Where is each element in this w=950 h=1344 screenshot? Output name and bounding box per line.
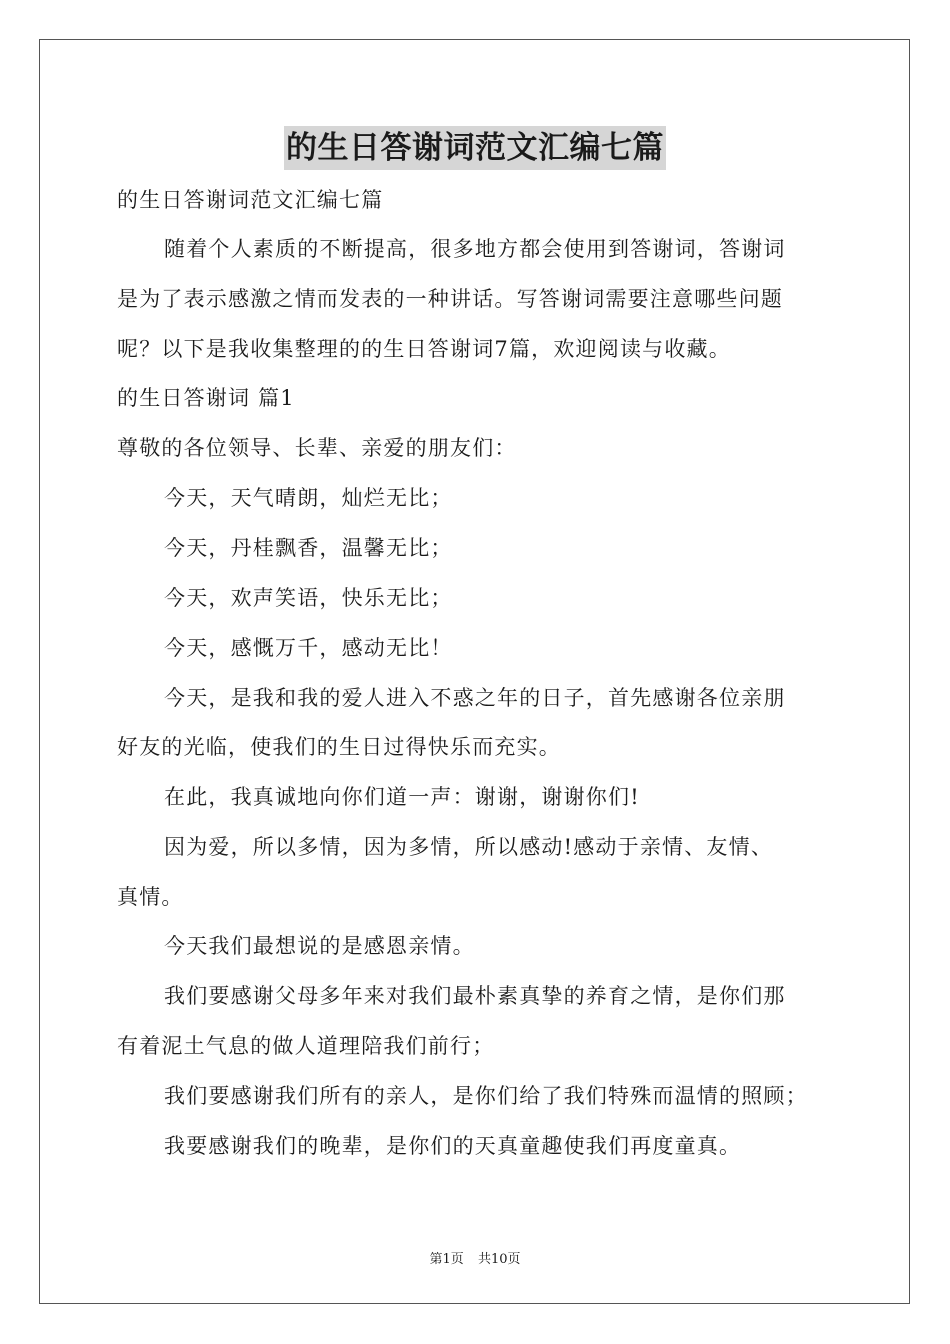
body-paragraph-line: 今天我们最想说的是感恩亲情。: [164, 934, 475, 958]
body-paragraph-line: 今天，欢声笑语，快乐无比；: [164, 586, 453, 610]
page-total: 共10页: [477, 1252, 521, 1267]
body-paragraph-line: 有着泥土气息的做人道理陪我们前行；: [117, 1034, 495, 1058]
body-paragraph-line: 我们要感谢父母多年来对我们最朴素真挚的养育之情，是你们那: [164, 984, 786, 1008]
body-paragraph-line: 因为爱，所以多情，因为多情，所以感动!感动于亲情、友情、: [164, 835, 774, 859]
body-paragraph-line: 好友的光临，使我们的生日过得快乐而充实。: [117, 735, 561, 759]
body-paragraph-line: 今天，丹桂飘香，温馨无比；: [164, 536, 453, 560]
intro-paragraph-line: 呢？以下是我收集整理的的生日答谢词7篇，欢迎阅读与收藏。: [117, 337, 731, 361]
section-heading: 的生日答谢词 篇1: [117, 386, 295, 410]
body-paragraph-line: 今天，是我和我的爱人进入不惑之年的日子，首先感谢各位亲朋: [164, 686, 786, 710]
page-frame: [39, 39, 910, 1304]
body-paragraph-line: 真情。: [117, 885, 184, 909]
page-footer: [0, 1248, 950, 1267]
body-paragraph-line: 今天，感慨万千，感动无比！: [164, 636, 453, 660]
body-paragraph-line: 我们要感谢我们所有的亲人，是你们给了我们特殊而温情的照顾；: [164, 1084, 808, 1108]
document-title: 的生日答谢词范文汇编七篇: [284, 126, 666, 170]
intro-paragraph-line: 是为了表示感激之情而发表的一种讲话。写答谢词需要注意哪些问题: [117, 287, 783, 311]
body-paragraph-line: 在此，我真诚地向你们道一声：谢谢，谢谢你们!: [164, 785, 640, 809]
intro-paragraph-line: 随着个人素质的不断提高，很多地方都会使用到答谢词，答谢词: [164, 237, 786, 261]
title-container: [0, 126, 950, 170]
page-number: 第1页: [429, 1252, 464, 1267]
body-paragraph-line: 我要感谢我们的晚辈，是你们的天真童趣使我们再度童真。: [164, 1134, 742, 1158]
salutation-line: 尊敬的各位领导、长辈、亲爱的朋友们：: [117, 436, 517, 460]
body-paragraph-line: 今天，天气晴朗，灿烂无比；: [164, 486, 453, 510]
subtitle-line: 的生日答谢词范文汇编七篇: [117, 188, 384, 212]
